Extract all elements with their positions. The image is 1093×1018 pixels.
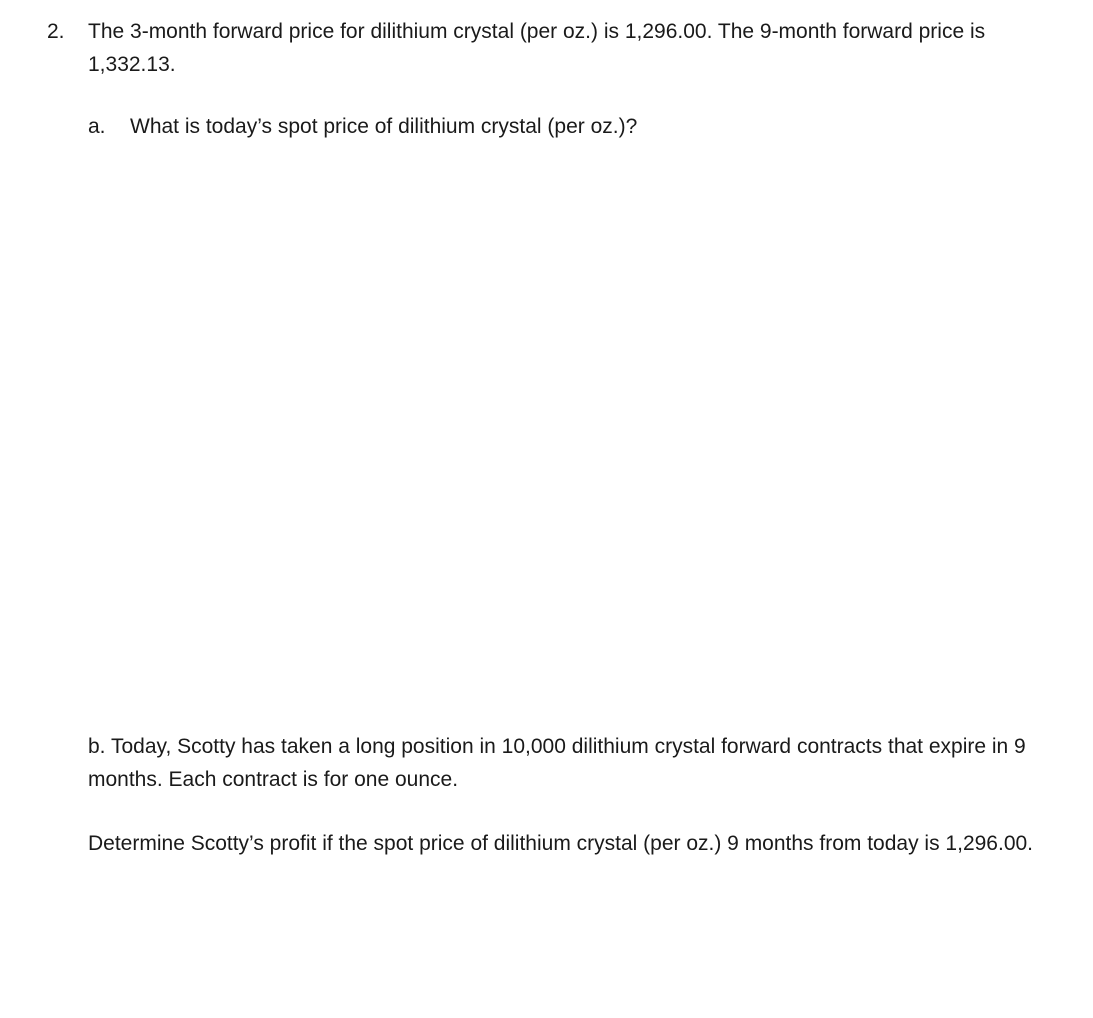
answer-space	[88, 160, 1048, 720]
part-a-label: a.	[88, 115, 106, 138]
part-b-followup: Determine Scotty’s profit if the spot price of dilithium crystal (per oz.) 9 months from today is 1,296.00.	[88, 832, 1034, 855]
question-stem: The 3-month forward price for dilithium crystal (per oz.) is 1,296.00. The 9-month forward price is 1,332.13.	[88, 20, 986, 76]
part-b-question: b. Today, Scotty has taken a long position in 10,000 dilithium crystal forward contracts that expire in 9 months. Each contract is for one ounce.	[88, 735, 1026, 791]
part-a-question: What is today’s spot price of dilithium crystal (per oz.)?	[130, 115, 638, 138]
question-number: 2.	[47, 20, 65, 43]
